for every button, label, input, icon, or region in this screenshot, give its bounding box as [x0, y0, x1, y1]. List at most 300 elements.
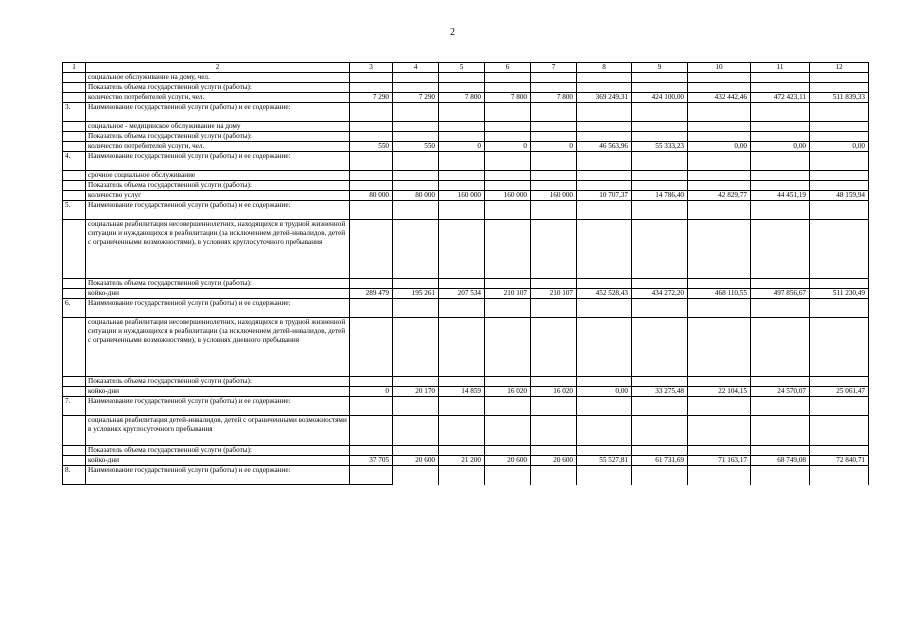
value-cell — [810, 279, 869, 289]
value-cell — [350, 83, 393, 93]
value-cell: 289 479 — [350, 289, 393, 299]
table-row — [63, 191, 869, 201]
value-cell: 7 290 — [393, 93, 439, 103]
value-cell — [810, 201, 869, 220]
value-cell — [531, 446, 577, 456]
value-cell — [688, 299, 751, 318]
row-label: Показатель объема государственной услуги (работы): — [86, 377, 350, 387]
value-cell — [350, 181, 393, 191]
value-cell — [632, 73, 688, 83]
value-cell: 434 272,20 — [632, 289, 688, 299]
value-cell — [577, 171, 632, 181]
value-cell — [632, 446, 688, 456]
value-cell — [531, 201, 577, 220]
value-cell — [810, 377, 869, 387]
column-header: 9 — [632, 63, 688, 73]
row-label: социальное - медицинское обслуживание на дому — [86, 122, 350, 132]
table-row — [63, 279, 869, 289]
row-index — [63, 446, 86, 456]
value-cell — [439, 171, 485, 181]
value-cell — [350, 132, 393, 142]
value-cell — [531, 397, 577, 416]
value-cell — [531, 416, 577, 446]
value-cell: 24 570,07 — [751, 387, 810, 397]
row-label: социальная реабилитация несовершеннолетних, находящихся в трудной жизненной ситуации и нуждающихся в реабилитации (за исключением детей-инвалидов, детей с ограниченными возможностями), в условиях дневного пребывания — [86, 318, 350, 377]
value-cell — [751, 83, 810, 93]
row-index: 4. — [63, 152, 86, 171]
value-cell — [577, 201, 632, 220]
value-cell — [632, 132, 688, 142]
value-cell — [350, 152, 393, 171]
value-cell: 160 000 — [439, 191, 485, 201]
value-cell: 16 020 — [531, 387, 577, 397]
value-cell: 71 163,17 — [688, 456, 751, 466]
row-index — [63, 73, 86, 83]
value-cell — [577, 103, 632, 122]
row-label: Наименование государственной услуги (работы) и ее содержание: — [86, 152, 350, 171]
value-cell — [439, 466, 485, 485]
value-cell: 511 230,49 — [810, 289, 869, 299]
value-cell: 0,00 — [751, 142, 810, 152]
value-cell — [810, 318, 869, 377]
value-cell — [632, 416, 688, 446]
value-cell — [485, 377, 531, 387]
table-row — [63, 171, 869, 181]
value-cell — [485, 103, 531, 122]
value-cell: 0 — [350, 387, 393, 397]
table-row — [63, 387, 869, 397]
table-row — [63, 181, 869, 191]
value-cell — [485, 318, 531, 377]
value-cell: 550 — [350, 142, 393, 152]
value-cell — [485, 171, 531, 181]
value-cell — [688, 103, 751, 122]
row-label: социальная реабилитация детей-инвалидов, детей с ограниченными возможностями в условиях круглосуточного пребывания — [86, 416, 350, 446]
value-cell — [751, 201, 810, 220]
value-cell — [632, 181, 688, 191]
column-header: 1 — [63, 63, 86, 73]
value-cell — [632, 83, 688, 93]
value-cell: 21 200 — [439, 456, 485, 466]
row-label: Показатель объема государственной услуги (работы): — [86, 279, 350, 289]
row-index — [63, 289, 86, 299]
value-cell: 497 856,67 — [751, 289, 810, 299]
value-cell — [393, 377, 439, 387]
value-cell — [439, 73, 485, 83]
value-cell — [632, 171, 688, 181]
value-cell — [531, 171, 577, 181]
value-cell — [485, 73, 531, 83]
value-cell — [350, 299, 393, 318]
row-index — [63, 181, 86, 191]
row-index — [63, 83, 86, 93]
value-cell: 0,00 — [810, 142, 869, 152]
value-cell: 72 840,71 — [810, 456, 869, 466]
row-label: койко-дни — [86, 456, 350, 466]
table-row — [63, 132, 869, 142]
value-cell — [688, 83, 751, 93]
row-index — [63, 93, 86, 103]
value-cell — [751, 446, 810, 456]
value-cell: 20 170 — [393, 387, 439, 397]
value-cell: 468 110,55 — [688, 289, 751, 299]
row-label: Показатель объема государственной услуги (работы): — [86, 446, 350, 456]
value-cell — [810, 416, 869, 446]
value-cell — [485, 416, 531, 446]
value-cell — [439, 122, 485, 132]
row-index: 8. — [63, 466, 86, 485]
value-cell — [485, 201, 531, 220]
value-cell — [810, 397, 869, 416]
value-cell — [577, 181, 632, 191]
row-label: Показатель объема государственной услуги (работы): — [86, 181, 350, 191]
value-cell — [632, 122, 688, 132]
value-cell — [531, 279, 577, 289]
value-cell: 46 563,96 — [577, 142, 632, 152]
value-cell: 14 786,40 — [632, 191, 688, 201]
value-cell — [439, 132, 485, 142]
value-cell — [751, 171, 810, 181]
value-cell — [531, 152, 577, 171]
table-row — [63, 466, 869, 485]
column-header: 8 — [577, 63, 632, 73]
budget-table — [62, 62, 869, 485]
value-cell: 0 — [439, 142, 485, 152]
value-cell — [810, 103, 869, 122]
row-label: Наименование государственной услуги (работы) и ее содержание: — [86, 299, 350, 318]
value-cell — [393, 299, 439, 318]
value-cell — [350, 318, 393, 377]
value-cell — [439, 416, 485, 446]
value-cell — [393, 73, 439, 83]
row-label: социальное обслуживание на дому, чел. — [86, 73, 350, 83]
value-cell — [350, 171, 393, 181]
value-cell — [393, 171, 439, 181]
value-cell — [393, 122, 439, 132]
value-cell — [439, 279, 485, 289]
table-row — [63, 289, 869, 299]
value-cell: 7 290 — [350, 93, 393, 103]
value-cell: 210 107 — [531, 289, 577, 299]
row-index: 7. — [63, 397, 86, 416]
value-cell — [632, 279, 688, 289]
value-cell: 25 061,47 — [810, 387, 869, 397]
value-cell — [485, 83, 531, 93]
value-cell — [439, 201, 485, 220]
header-row — [63, 63, 869, 73]
value-cell — [632, 220, 688, 279]
value-cell — [439, 318, 485, 377]
value-cell: 550 — [393, 142, 439, 152]
row-label: количество потребителей услуги, чел. — [86, 93, 350, 103]
value-cell — [751, 299, 810, 318]
column-header: 2 — [86, 63, 350, 73]
value-cell — [531, 466, 577, 485]
row-label: Наименование государственной услуги (работы) и ее содержание: — [86, 103, 350, 122]
row-label: срочное социальное обслуживание — [86, 171, 350, 181]
value-cell — [485, 279, 531, 289]
column-header: 6 — [485, 63, 531, 73]
table-row — [63, 299, 869, 318]
value-cell: 472 423,11 — [751, 93, 810, 103]
value-cell: 511 839,33 — [810, 93, 869, 103]
value-cell — [577, 220, 632, 279]
row-label: койко-дни — [86, 289, 350, 299]
value-cell — [577, 279, 632, 289]
value-cell — [439, 397, 485, 416]
value-cell: 14 859 — [439, 387, 485, 397]
table-row — [63, 201, 869, 220]
table-row — [63, 446, 869, 456]
value-cell — [688, 132, 751, 142]
column-header: 10 — [688, 63, 751, 73]
value-cell: 33 275,48 — [632, 387, 688, 397]
value-cell: 55 333,23 — [632, 142, 688, 152]
value-cell — [439, 377, 485, 387]
value-cell — [751, 466, 810, 485]
value-cell: 20 600 — [393, 456, 439, 466]
column-header: 5 — [439, 63, 485, 73]
value-cell — [577, 73, 632, 83]
value-cell — [632, 377, 688, 387]
row-index — [63, 456, 86, 466]
value-cell: 7 800 — [439, 93, 485, 103]
row-index — [63, 387, 86, 397]
value-cell: 22 104,15 — [688, 387, 751, 397]
value-cell — [350, 446, 393, 456]
value-cell — [350, 416, 393, 446]
value-cell: 0,00 — [577, 387, 632, 397]
row-label: Показатель объема государственной услуги (работы): — [86, 83, 350, 93]
value-cell — [439, 103, 485, 122]
value-cell — [751, 132, 810, 142]
value-cell — [688, 446, 751, 456]
value-cell — [531, 103, 577, 122]
value-cell — [577, 397, 632, 416]
value-cell — [810, 152, 869, 171]
value-cell — [751, 318, 810, 377]
value-cell — [531, 181, 577, 191]
value-cell — [531, 73, 577, 83]
value-cell — [688, 152, 751, 171]
value-cell — [531, 318, 577, 377]
value-cell: 0 — [531, 142, 577, 152]
value-cell — [810, 171, 869, 181]
value-cell — [751, 397, 810, 416]
value-cell: 20 600 — [485, 456, 531, 466]
value-cell — [393, 152, 439, 171]
value-cell — [485, 299, 531, 318]
value-cell — [751, 416, 810, 446]
row-index — [63, 122, 86, 132]
value-cell — [485, 181, 531, 191]
value-cell — [688, 122, 751, 132]
value-cell — [751, 122, 810, 132]
value-cell — [751, 279, 810, 289]
row-label: количество потребителей услуги, чел. — [86, 142, 350, 152]
value-cell — [350, 279, 393, 289]
value-cell — [393, 181, 439, 191]
value-cell — [577, 132, 632, 142]
value-cell — [577, 83, 632, 93]
value-cell — [688, 466, 751, 485]
table-row — [63, 152, 869, 171]
table-row — [63, 220, 869, 279]
row-index — [63, 142, 86, 152]
value-cell: 80 000 — [393, 191, 439, 201]
value-cell — [531, 377, 577, 387]
value-cell — [531, 299, 577, 318]
value-cell — [688, 73, 751, 83]
row-label: Наименование государственной услуги (работы) и ее содержание: — [86, 466, 350, 485]
table-row — [63, 377, 869, 387]
value-cell — [577, 318, 632, 377]
value-cell — [632, 152, 688, 171]
value-cell: 16 020 — [485, 387, 531, 397]
value-cell: 207 534 — [439, 289, 485, 299]
value-cell — [439, 152, 485, 171]
value-cell — [485, 132, 531, 142]
table-row — [63, 416, 869, 446]
value-cell — [688, 397, 751, 416]
value-cell — [577, 416, 632, 446]
value-cell — [577, 446, 632, 456]
value-cell: 55 527,81 — [577, 456, 632, 466]
value-cell — [688, 377, 751, 387]
value-cell: 37 705 — [350, 456, 393, 466]
column-header: 3 — [350, 63, 393, 73]
column-header: 12 — [810, 63, 869, 73]
row-label: койко-дни — [86, 387, 350, 397]
value-cell — [688, 220, 751, 279]
row-index — [63, 377, 86, 387]
value-cell — [688, 318, 751, 377]
value-cell — [810, 83, 869, 93]
value-cell — [751, 181, 810, 191]
row-index: 6. — [63, 299, 86, 318]
value-cell — [531, 132, 577, 142]
table-row — [63, 103, 869, 122]
column-header: 7 — [531, 63, 577, 73]
row-index — [63, 171, 86, 181]
value-cell — [485, 122, 531, 132]
value-cell — [688, 416, 751, 446]
value-cell: 0,00 — [688, 142, 751, 152]
value-cell — [688, 279, 751, 289]
value-cell — [393, 416, 439, 446]
value-cell: 160 000 — [485, 191, 531, 201]
value-cell — [751, 152, 810, 171]
table-row — [63, 83, 869, 93]
value-cell — [393, 318, 439, 377]
value-cell — [688, 171, 751, 181]
row-label: Наименование государственной услуги (работы) и ее содержание: — [86, 397, 350, 416]
value-cell: 42 829,77 — [688, 191, 751, 201]
value-cell — [531, 220, 577, 279]
value-cell: 0 — [485, 142, 531, 152]
value-cell — [439, 181, 485, 191]
value-cell — [531, 122, 577, 132]
value-cell: 10 707,37 — [577, 191, 632, 201]
value-cell — [485, 466, 531, 485]
value-cell — [350, 103, 393, 122]
value-cell — [393, 466, 439, 485]
value-cell — [577, 466, 632, 485]
value-cell — [393, 103, 439, 122]
row-index — [63, 132, 86, 142]
row-index — [63, 279, 86, 289]
value-cell — [439, 446, 485, 456]
row-label: Показатель объема государственной услуги (работы): — [86, 132, 350, 142]
value-cell — [393, 201, 439, 220]
value-cell — [350, 220, 393, 279]
value-cell — [485, 397, 531, 416]
value-cell: 195 261 — [393, 289, 439, 299]
value-cell: 210 107 — [485, 289, 531, 299]
page-number: 2 — [450, 27, 455, 38]
value-cell — [485, 152, 531, 171]
row-label: Наименование государственной услуги (работы) и ее содержание: — [86, 201, 350, 220]
value-cell — [439, 299, 485, 318]
table-row — [63, 456, 869, 466]
value-cell: 452 528,43 — [577, 289, 632, 299]
value-cell — [350, 201, 393, 220]
value-cell — [810, 299, 869, 318]
value-cell — [632, 397, 688, 416]
table-row — [63, 142, 869, 152]
value-cell: 61 731,69 — [632, 456, 688, 466]
value-cell — [810, 181, 869, 191]
value-cell — [393, 279, 439, 289]
row-index — [63, 416, 86, 446]
value-cell — [751, 103, 810, 122]
value-cell: 432 442,46 — [688, 93, 751, 103]
row-index — [63, 220, 86, 279]
table-row — [63, 397, 869, 416]
value-cell: 7 800 — [531, 93, 577, 103]
value-cell — [350, 377, 393, 387]
value-cell — [393, 397, 439, 416]
value-cell — [393, 446, 439, 456]
value-cell — [393, 83, 439, 93]
value-cell — [688, 181, 751, 191]
value-cell: 424 100,00 — [632, 93, 688, 103]
value-cell — [751, 220, 810, 279]
row-index: 3. — [63, 103, 86, 122]
value-cell — [632, 299, 688, 318]
value-cell — [632, 201, 688, 220]
value-cell — [810, 220, 869, 279]
value-cell — [350, 397, 393, 416]
value-cell — [577, 152, 632, 171]
table-row — [63, 122, 869, 132]
value-cell — [577, 299, 632, 318]
value-cell — [688, 201, 751, 220]
value-cell — [439, 83, 485, 93]
row-index — [63, 191, 86, 201]
value-cell — [439, 220, 485, 279]
value-cell — [577, 122, 632, 132]
value-cell — [632, 318, 688, 377]
value-cell: 44 451,19 — [751, 191, 810, 201]
value-cell — [810, 446, 869, 456]
value-cell: 160 000 — [531, 191, 577, 201]
column-header: 11 — [751, 63, 810, 73]
value-cell: 20 600 — [531, 456, 577, 466]
column-header: 4 — [393, 63, 439, 73]
row-label: количество услуг — [86, 191, 350, 201]
value-cell: 80 000 — [350, 191, 393, 201]
